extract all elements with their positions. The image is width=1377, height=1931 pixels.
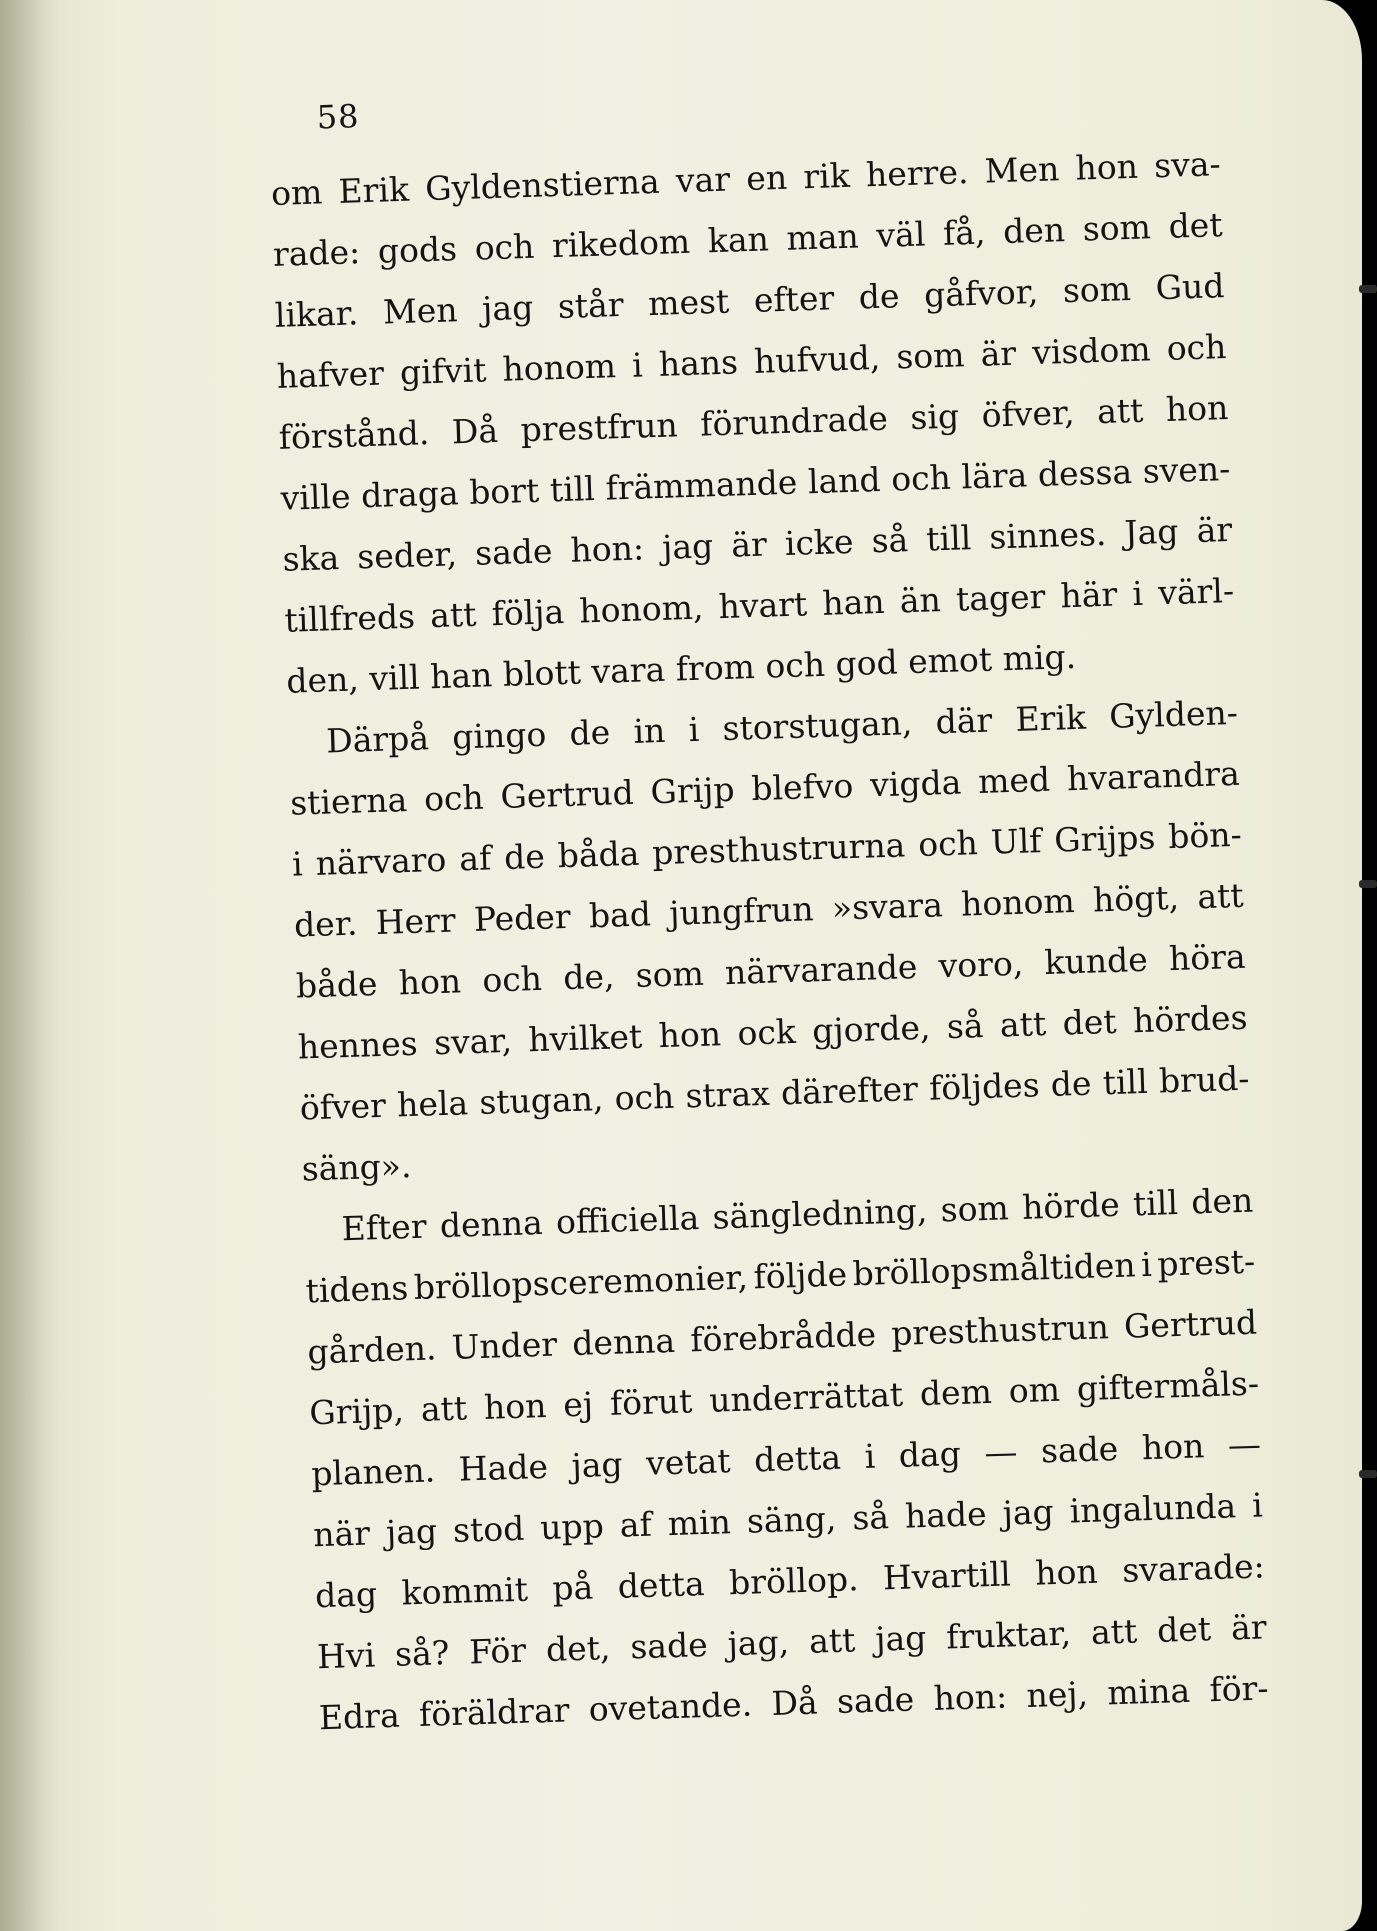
text-line: säng». bbox=[301, 1146, 412, 1189]
page-edge-mark bbox=[1359, 285, 1377, 293]
text-line: gården. Under denna förebrådde presthustrun Gertrud bbox=[306, 1302, 1258, 1372]
page-edge-mark bbox=[1359, 1470, 1377, 1478]
text-line: Därpå gingo de in i storstugan, där Erik Gylden- bbox=[325, 692, 1239, 761]
text-line: likar. Men jag står mest efter de gåfvor, som Gud bbox=[274, 266, 1225, 335]
text-line: ville draga bort till främmande land och lära dessa sven- bbox=[280, 448, 1231, 518]
text-line: rade: gods och rikedom kan man väl få, den som det bbox=[272, 205, 1224, 274]
body-text bbox=[270, 133, 1269, 1748]
text-line: både hon och de, som närvarande voro, kunde höra bbox=[295, 936, 1247, 1006]
page-edge-mark bbox=[1359, 880, 1377, 888]
page-number: 58 bbox=[316, 97, 361, 137]
text-line: Edra föräldrar ovetande. Då sade hon: nej, mina för- bbox=[318, 1668, 1270, 1738]
text-line: Efter denna officiella sängledning, som hörde till den bbox=[341, 1180, 1254, 1249]
text-line: om Erik Gyldenstierna var en rik herre. Men hon sva- bbox=[270, 144, 1222, 213]
text-line: i närvaro af de båda presthustrurna och Ulf Grijps bön- bbox=[291, 814, 1243, 884]
text-line: tillfreds att följa honom, hvart han än tager här i värl- bbox=[283, 570, 1235, 640]
text-line: dag kommit på detta bröllop. Hvartill hon svarade: bbox=[314, 1546, 1266, 1616]
text-line: hafver gifvit honom i hans hufvud, som är visdom och bbox=[276, 327, 1227, 396]
text-line: Hvi så? För det, sade jag, att jag fruktar, att det är bbox=[316, 1607, 1268, 1677]
text-line: förstånd. Då prestfrun förundrade sig öfver, att hon bbox=[278, 388, 1229, 457]
text-line: ska seder, sade hon: jag är icke så till sinnes. Jag är bbox=[281, 509, 1233, 579]
text-line: den, vill han blott vara from och god emot mig. bbox=[285, 636, 1077, 701]
text-block bbox=[268, 65, 1270, 1738]
text-line: öfver hela stugan, och strax därefter följdes de till brud- bbox=[299, 1058, 1250, 1128]
text-line: stierna och Gertrud Grijp blefvo vigda med hvarandra bbox=[289, 753, 1241, 823]
text-line: hennes svar, hvilket hon ock gjorde, så att det hördes bbox=[297, 997, 1249, 1067]
text-line: planen. Hade jag vetat detta i dag — sade hon — bbox=[310, 1424, 1262, 1494]
binding-shadow bbox=[0, 0, 60, 1931]
text-line: Grijp, att hon ej förut underrättat dem om giftermåls- bbox=[308, 1363, 1260, 1433]
text-line: när jag stod upp af min säng, så hade jag ingalunda i bbox=[312, 1485, 1264, 1555]
text-line: tidens bröllopsceremonier, följde bröllopsmåltiden i prest- bbox=[304, 1241, 1256, 1311]
text-line: der. Herr Peder bad jungfrun »svara honom högt, att bbox=[293, 875, 1245, 945]
